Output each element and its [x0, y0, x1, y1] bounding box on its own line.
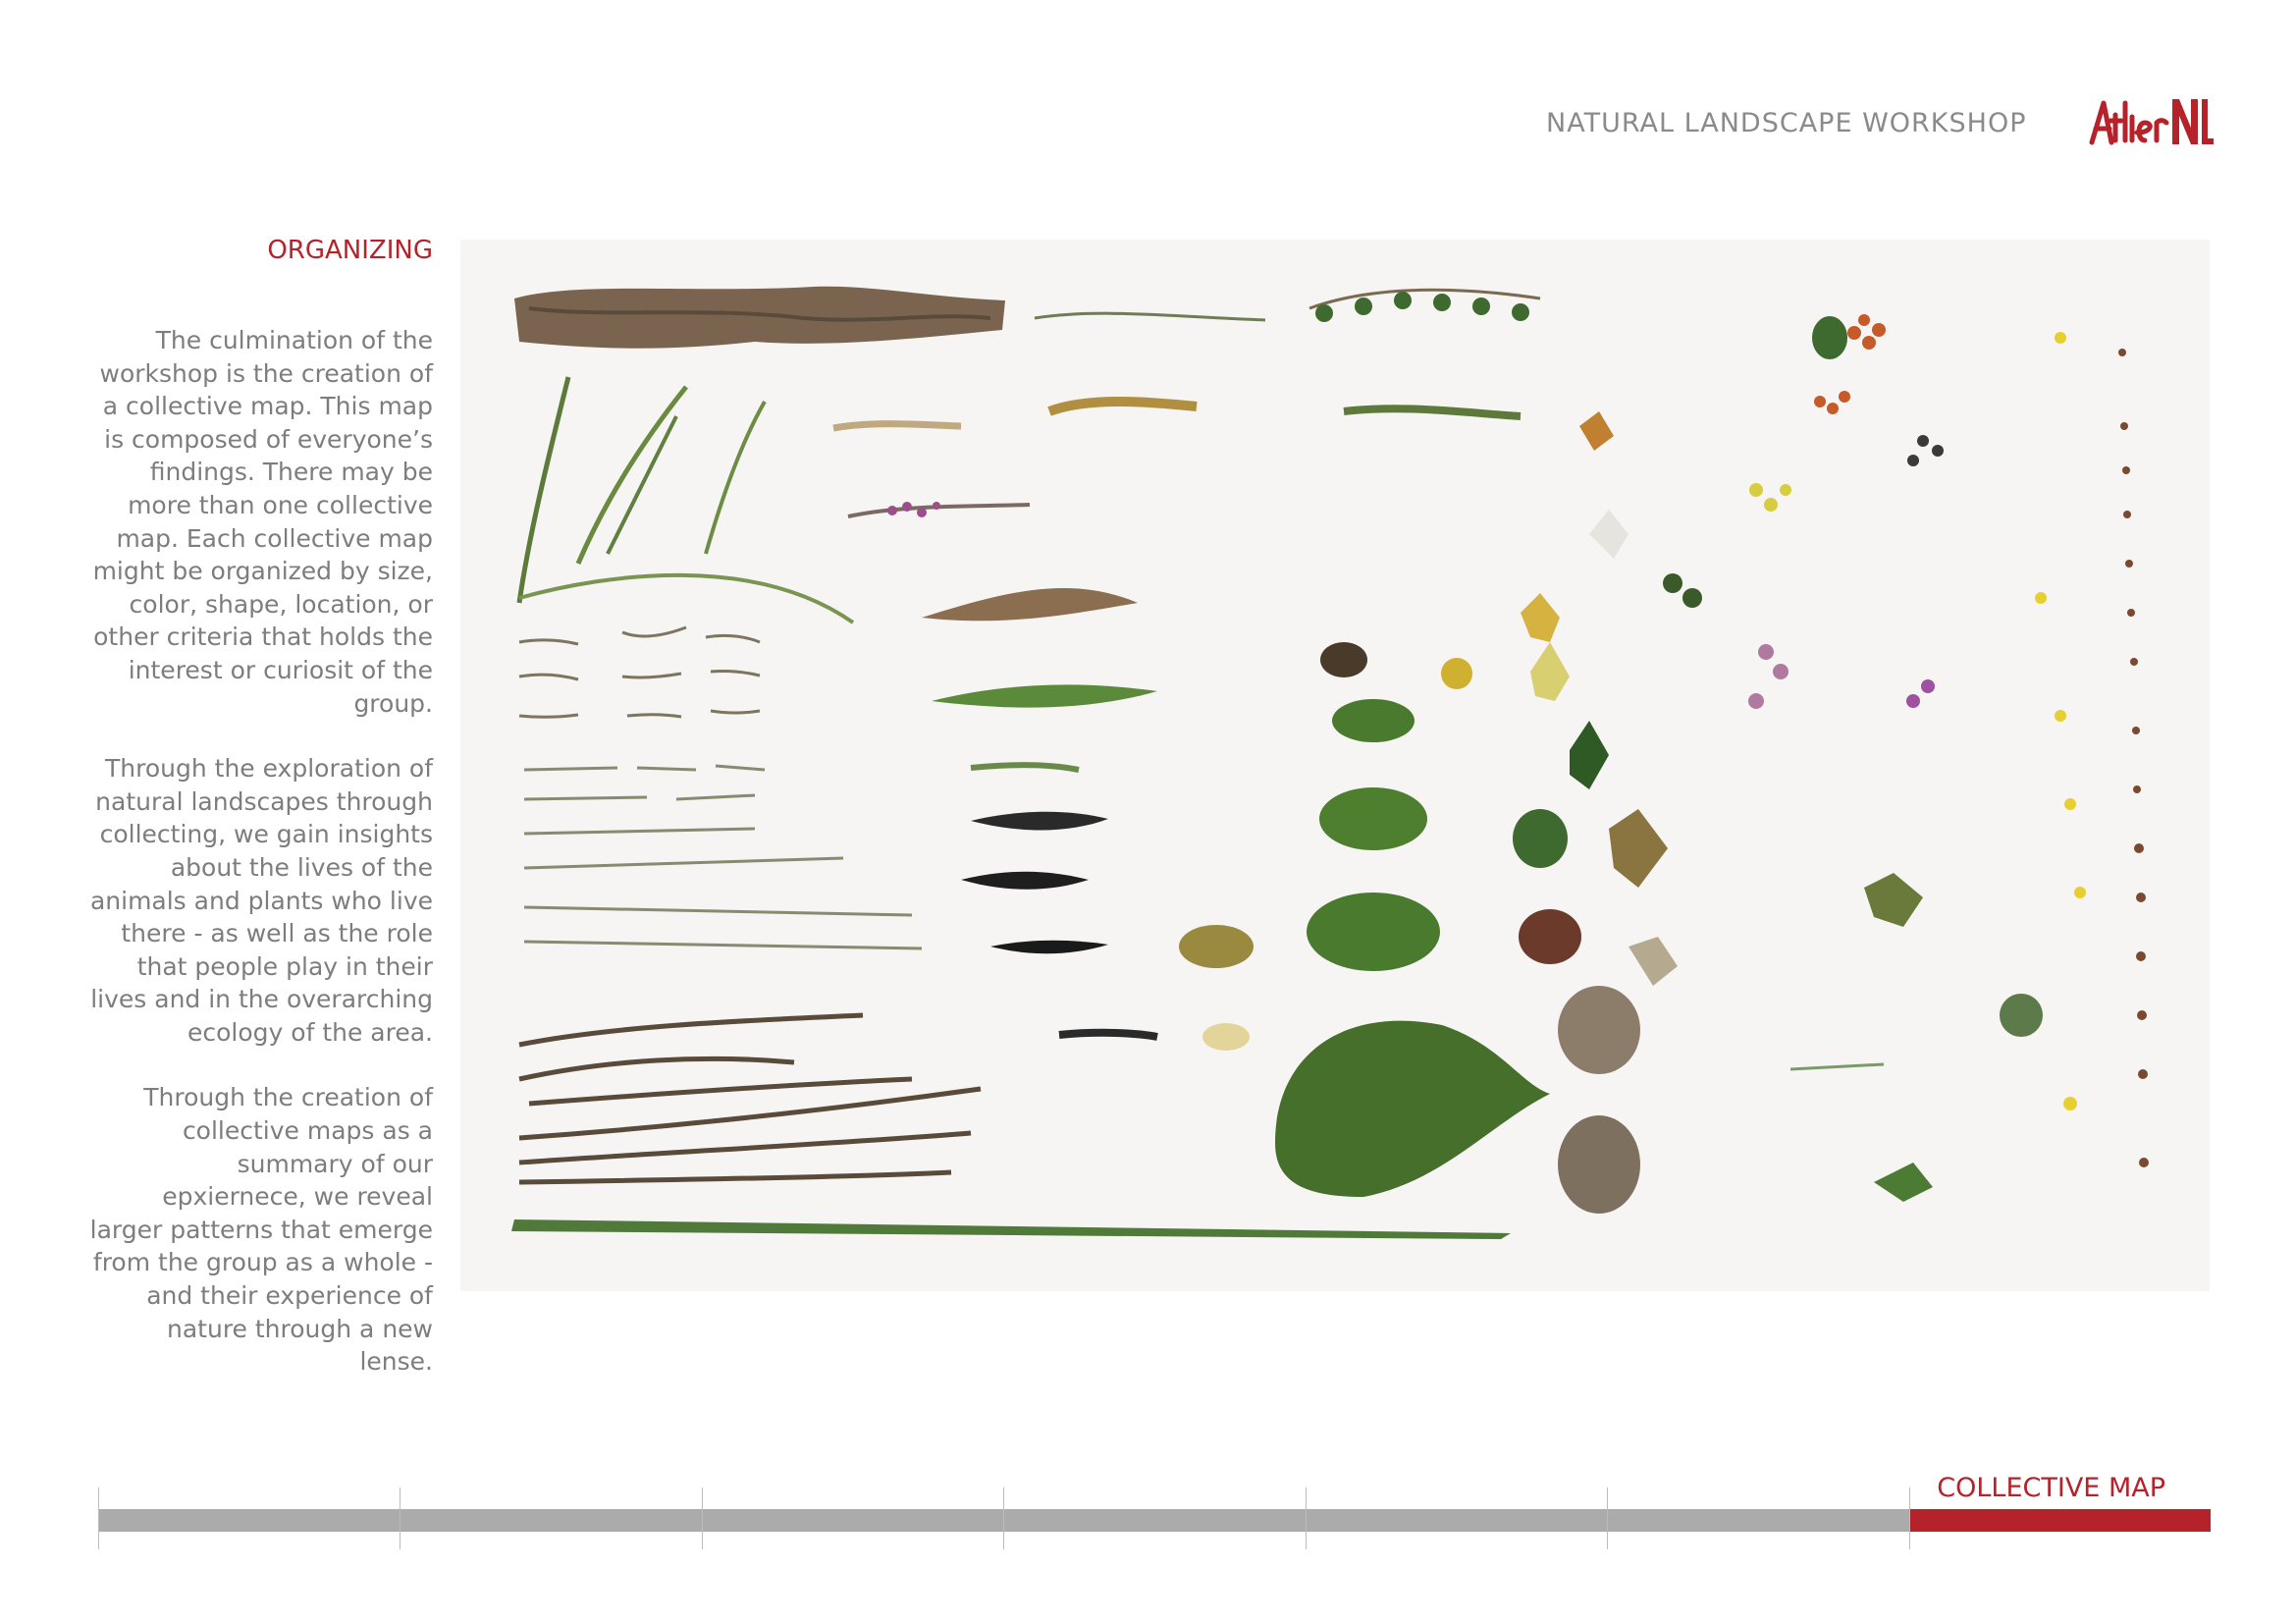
atelier-nl-logo	[2086, 93, 2214, 150]
progress-tick	[98, 1488, 99, 1549]
section-progress-bar	[98, 1509, 2211, 1532]
progress-tick	[1003, 1488, 1004, 1549]
section-heading: ORGANIZING	[267, 236, 433, 265]
progress-active-segment	[1909, 1509, 2211, 1532]
footer-section-label: COLLECTIVE MAP	[1937, 1473, 2165, 1503]
paragraph: Through the exploration of natural landscapes through collecting, we gain insights about the lives of the animals and plants who live there - as well as the role that people play in their lives and in the overarching ecology of the area.	[89, 754, 433, 1047]
progress-tick	[702, 1488, 703, 1549]
collective-map-photo	[460, 240, 2210, 1291]
paragraph: The culmination of the workshop is the creation of a collective map. This map is composed of everyone’s findings. There may be more than one collective map. Each collective map might be organized by size, color, shape, location, or other criteria that holds the interest or curiosit of the group.	[92, 326, 433, 718]
paragraph: Through the creation of collective maps as a summary of our epxiernece, we reveal larger patterns that emerge from the group as a whole - and their experience of nature through a new lense.	[89, 1083, 433, 1377]
specimen-arrangement	[460, 240, 2210, 1291]
document-title: NATURAL LANDSCAPE WORKSHOP	[1546, 108, 2027, 138]
progress-tick	[1306, 1488, 1307, 1549]
body-text	[88, 324, 433, 1379]
progress-tick	[1909, 1488, 1910, 1549]
progress-tick	[1607, 1488, 1608, 1549]
